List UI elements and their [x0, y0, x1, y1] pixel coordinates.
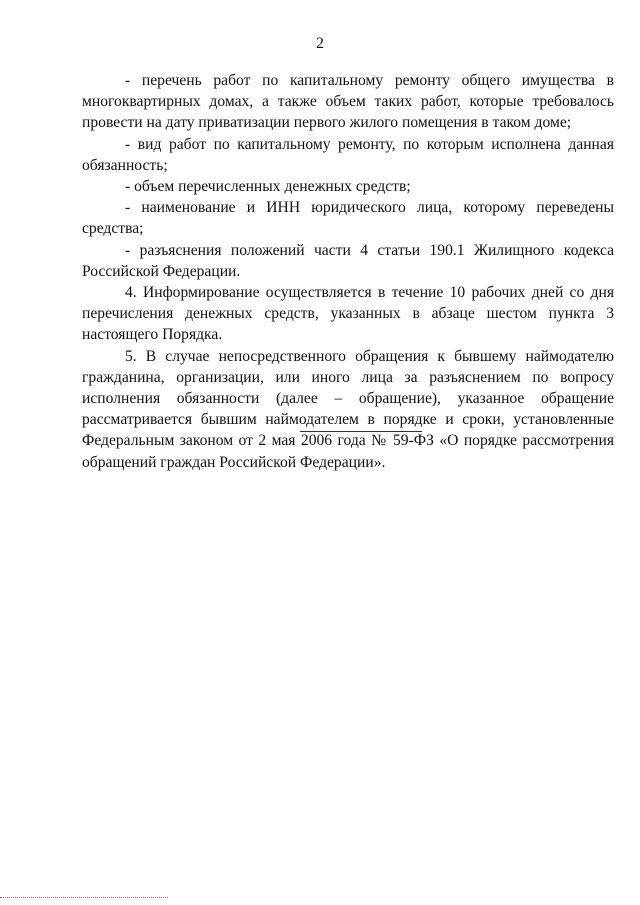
list-item-funds-volume: - объем перечисленных денежных средств; [125, 178, 411, 196]
end-separator-line [300, 431, 422, 432]
list-item-clarifications: - разъяснения положений части 4 статьи 190.1 Жилищного кодекса Российской Федерации. [82, 241, 614, 280]
paragraph-item-5: 5. В случае непосредственного обращения к бывшему наймодателю гражданина, организации, или иного лица за разъяснением по вопросу исполнения обязанности (далее – обращение), указанное обращение рассматривается бывшим наймодателем в порядке и сроки, установленные Федеральным законом от 2 мая 2006 года № 59-ФЗ «О порядке рассмотрения обращений граждан Российской Федерации». [82, 347, 614, 471]
document-body [82, 70, 614, 473]
list-item-works-list: - перечень работ по капитальному ремонту общего имущества в многоквартирных домах, а также объем таких работ, которые требовалось провести на дату приватизации первого жилого помещения в таком доме; [82, 72, 614, 132]
paragraph-item-4: 4. Информирование осуществляется в течение 10 рабочих дней со дня перечисления денежных средств, указанных в абзаце шестом пункта 3 настоящего Порядка. [82, 284, 614, 344]
list-item-work-type: - вид работ по капитальному ремонту, по которым исполнена данная обязанность; [82, 135, 614, 174]
footer-dotted-rule [0, 897, 168, 898]
page-number: 2 [316, 35, 324, 52]
list-item-legal-entity: - наименование и ИНН юридического лица, которому переведены средства; [82, 199, 614, 238]
